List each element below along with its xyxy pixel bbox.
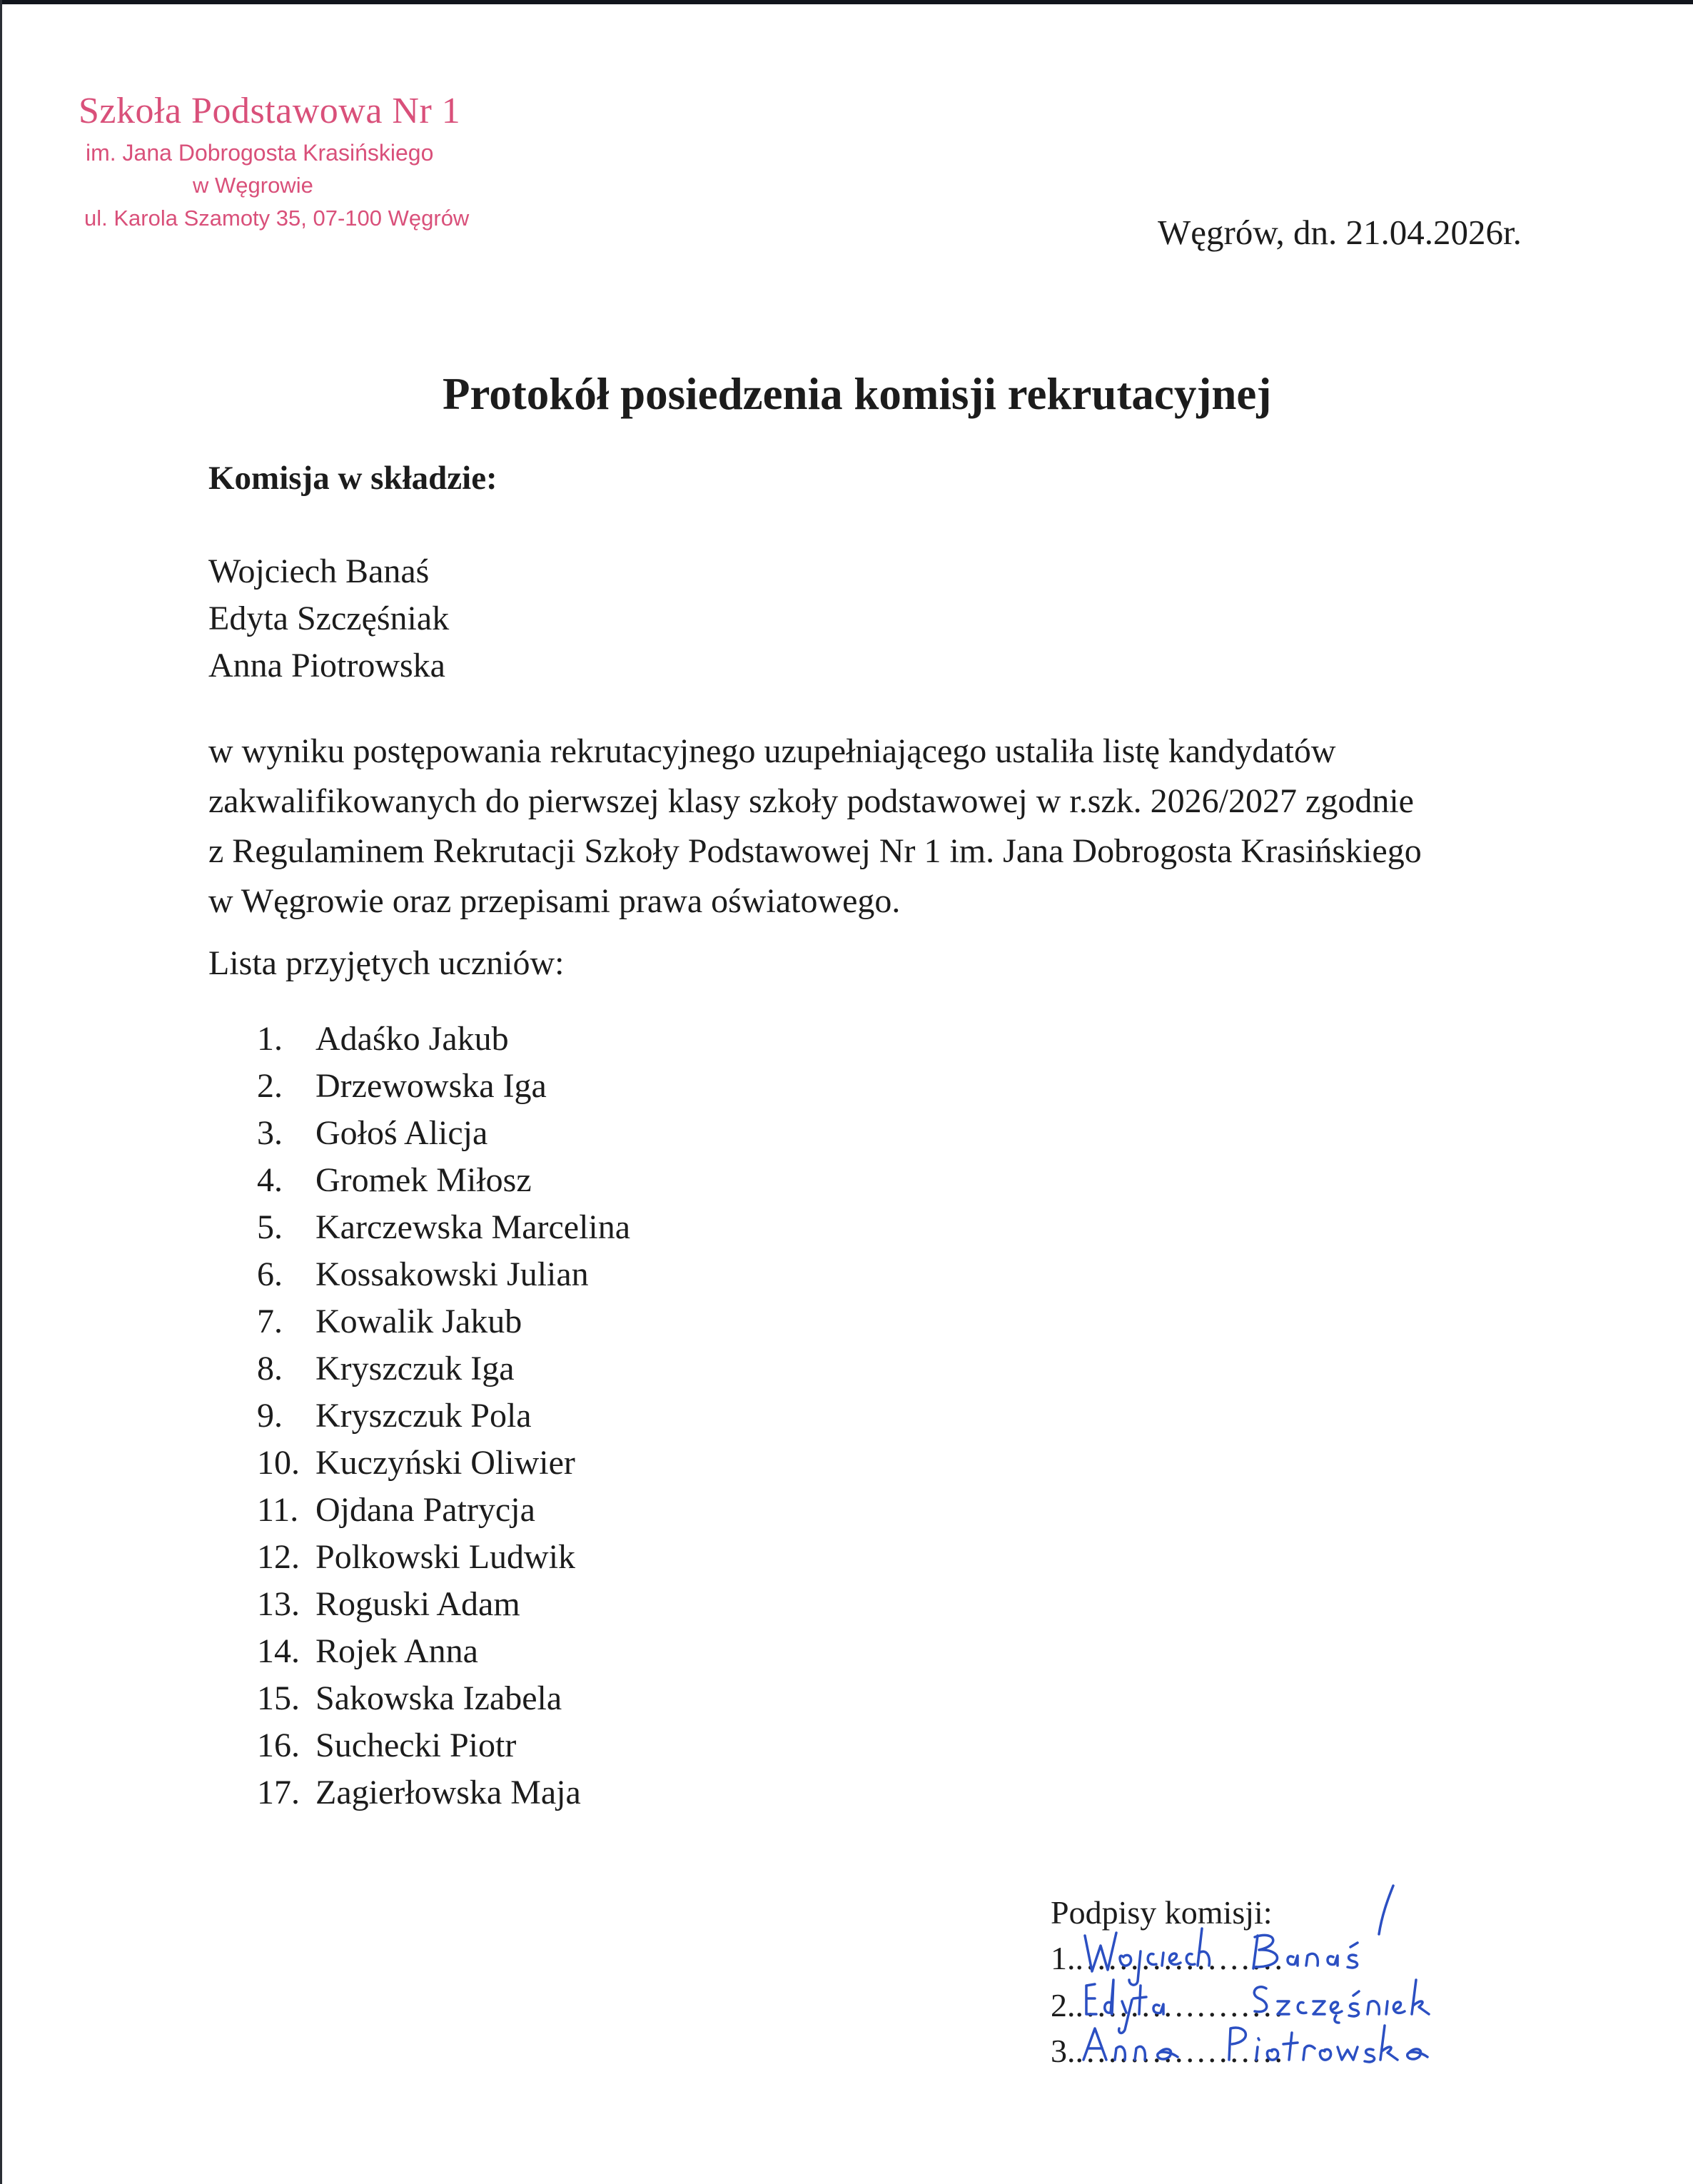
document-title: Protokół posiedzenia komisji rekrutacyjnej	[443, 369, 1272, 419]
student-list-item	[257, 1440, 630, 1487]
paragraph-line: zakwalifikowanych do pierwszej klasy szkoły podstawowej w r.szk. 2026/2027 zgodnie	[208, 782, 1414, 820]
student-name: Polkowski Ludwik	[315, 1538, 576, 1576]
paragraph-line: z Regulaminem Rekrutacji Szkoły Podstawowej Nr 1 im. Jana Dobrogosta Krasińskiego	[208, 832, 1422, 870]
student-list-item	[257, 1581, 630, 1628]
signature-dots: ...................	[1075, 1940, 1285, 1976]
student-name: Kuczyński Oliwier	[315, 1444, 575, 1482]
student-list-item	[257, 1675, 630, 1722]
student-name: Drzewowska Iga	[315, 1067, 547, 1105]
student-list-item	[257, 1298, 630, 1345]
student-name: Kowalik Jakub	[315, 1303, 522, 1340]
student-name: Kryszczuk Iga	[315, 1350, 515, 1387]
student-list-item	[257, 1204, 630, 1251]
student-list-item	[257, 1110, 630, 1157]
student-name: Adaśko Jakub	[315, 1020, 509, 1058]
student-number: 8.	[257, 1350, 283, 1387]
signatures-heading: Podpisy komisji:	[1051, 1894, 1273, 1931]
student-name: Kossakowski Julian	[315, 1255, 589, 1293]
signature-line	[1051, 1986, 1285, 2026]
signature-line	[1051, 1938, 1285, 1978]
student-number: 10.	[257, 1444, 300, 1482]
signature-number: 1.	[1051, 1940, 1076, 1976]
committee-member: Anna Piotrowska	[208, 647, 445, 684]
student-list-item	[257, 1392, 630, 1440]
student-name: Gromek Miłosz	[315, 1161, 532, 1199]
student-number: 17.	[257, 1774, 300, 1811]
committee-heading: Komisja w składzie:	[208, 460, 497, 497]
student-list-item	[257, 1251, 630, 1298]
stamp-address: ul. Karola Szamoty 35, 07-100 Węgrów	[84, 206, 470, 231]
student-name: Suchecki Piotr	[315, 1727, 517, 1764]
student-list-item	[257, 1628, 630, 1675]
student-list-item	[257, 1534, 630, 1581]
student-number: 13.	[257, 1585, 300, 1623]
committee-member: Edyta Szczęśniak	[208, 600, 450, 637]
student-number: 15.	[257, 1679, 300, 1717]
student-number: 2.	[257, 1067, 283, 1105]
student-number: 11.	[257, 1491, 299, 1529]
student-number: 12.	[257, 1538, 300, 1576]
student-number: 3.	[257, 1114, 283, 1152]
stamp-school-name: Szkoła Podstawowa Nr 1	[79, 91, 461, 131]
student-name: Zagierłowska Maja	[315, 1774, 581, 1811]
student-name: Gołoś Alicja	[315, 1114, 488, 1152]
committee-members	[208, 548, 449, 689]
student-list-item	[257, 1016, 630, 1063]
student-list-item	[257, 1722, 630, 1769]
body-paragraph	[208, 727, 1550, 926]
place-date: Węgrów, dn. 21.04.2026r.	[1158, 213, 1522, 252]
school-stamp	[69, 91, 482, 241]
student-list-item	[257, 1487, 630, 1534]
student-number: 4.	[257, 1161, 283, 1199]
student-number: 14.	[257, 1632, 300, 1670]
signature-dots: ...................	[1075, 1987, 1285, 2023]
student-number: 9.	[257, 1397, 283, 1435]
signature-dots: ...................	[1075, 2033, 1285, 2069]
student-list-item	[257, 1157, 630, 1204]
signatures-block	[1051, 1893, 1493, 2093]
student-list-item	[257, 1063, 630, 1110]
student-list-item	[257, 1345, 630, 1392]
student-name: Karczewska Marcelina	[315, 1208, 631, 1246]
student-number: 5.	[257, 1208, 283, 1246]
paragraph-line: w wyniku postępowania rekrutacyjnego uzupełniającego ustaliła listę kandydatów	[208, 732, 1336, 770]
student-number: 1.	[257, 1020, 283, 1058]
signature-number: 2.	[1051, 1987, 1076, 2023]
student-name: Ojdana Patrycja	[315, 1491, 535, 1529]
student-name: Rojek Anna	[315, 1632, 478, 1670]
student-name: Roguski Adam	[315, 1585, 520, 1623]
committee-member: Wojciech Banaś	[208, 552, 430, 590]
student-name: Sakowska Izabela	[315, 1679, 562, 1717]
student-list-item	[257, 1769, 630, 1816]
signature-number: 3.	[1051, 2033, 1076, 2069]
student-number: 7.	[257, 1303, 283, 1340]
student-number: 6.	[257, 1255, 283, 1293]
paragraph-line: w Węgrowie oraz przepisami prawa oświatowego.	[208, 882, 901, 920]
students-heading: Lista przyjętych uczniów:	[208, 944, 565, 982]
student-number: 16.	[257, 1727, 300, 1764]
stamp-patron: im. Jana Dobrogosta Krasińskiego	[86, 140, 434, 166]
student-name: Kryszczuk Pola	[315, 1397, 532, 1435]
stamp-town: w Węgrowie	[193, 173, 313, 198]
signature-line	[1051, 2031, 1285, 2071]
students-list	[257, 1016, 630, 1816]
